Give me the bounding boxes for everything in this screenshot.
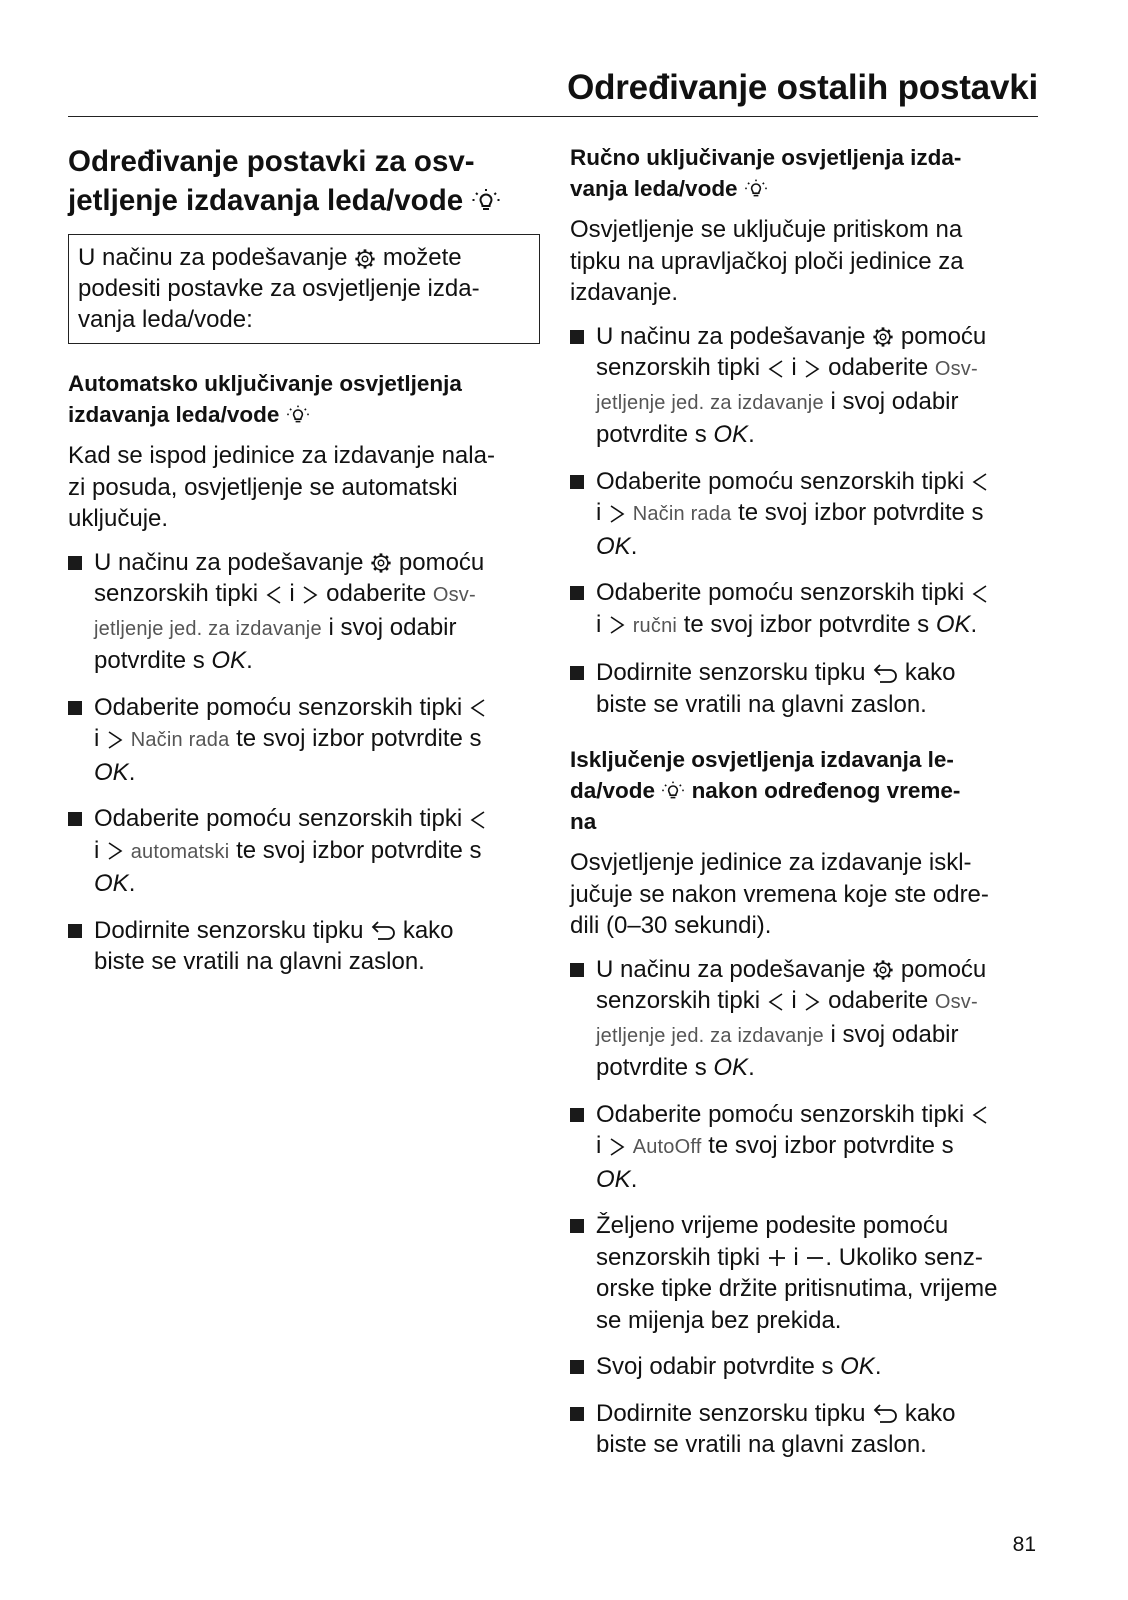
step-text: pomoću	[398, 548, 485, 576]
list-item	[570, 1099, 1042, 1196]
step-text: i	[791, 987, 797, 1014]
subsection-title	[570, 744, 1042, 837]
ok-label: OK	[94, 870, 129, 897]
intro-text: U načinu za podešavanje	[78, 244, 348, 271]
step-text: U načinu za podešavanje	[596, 955, 866, 983]
subsection-title-line2: da/vode	[570, 778, 656, 803]
bullet-square	[570, 330, 584, 344]
ok-label: OK	[713, 421, 749, 448]
step-text: odaberite	[828, 987, 929, 1014]
chevron-right-icon	[608, 614, 626, 636]
subsection-title-line1: Isključenje osvjetljenja izdavanja le-	[570, 747, 954, 772]
chevron-right-icon	[608, 503, 626, 525]
step-text: kako	[904, 1399, 956, 1427]
display-text: Osv-	[934, 358, 978, 380]
display-text: ručni	[632, 614, 678, 637]
step-text: i	[596, 499, 602, 526]
list-item	[570, 657, 1042, 720]
list-item	[570, 1351, 1042, 1383]
page-title: Određivanje ostalih postavki	[567, 68, 1038, 107]
paragraph	[68, 440, 540, 535]
step-text: U načinu za podešavanje	[596, 322, 866, 350]
bullet-square	[570, 1108, 584, 1122]
step-text: . Ukoliko senz-	[825, 1243, 983, 1271]
step-text: biste se vratili na glavni zaslon.	[94, 948, 425, 975]
list-item	[68, 803, 540, 900]
ok-label: OK	[211, 647, 247, 674]
step-text: .	[128, 758, 136, 786]
chevron-left-icon	[971, 1104, 989, 1126]
chevron-left-icon	[265, 584, 283, 606]
step-text: i	[94, 836, 100, 864]
chevron-left-icon	[469, 697, 487, 719]
step-text: Odaberite pomoću senzorskih tipki	[596, 1100, 965, 1128]
step-text: te svoj izbor potvrdite s	[738, 499, 984, 526]
section-title	[68, 142, 540, 220]
step-text: .	[874, 1353, 882, 1380]
step-text: i	[791, 354, 797, 381]
step-text: senzorskih tipki	[94, 580, 259, 607]
display-text: automatski	[130, 840, 230, 863]
list-item	[570, 1210, 1042, 1336]
step-text: te svoj izbor potvrdite s	[708, 1132, 954, 1159]
plus-icon	[767, 1248, 787, 1268]
paragraph-line: Osvjetljenje se uključuje pritiskom na	[570, 216, 963, 243]
step-text: biste se vratili na glavni zaslon.	[596, 690, 927, 718]
left-column	[68, 142, 540, 993]
list-item	[68, 692, 540, 789]
ok-label: OK	[840, 1353, 875, 1380]
chevron-right-icon	[608, 1136, 626, 1158]
step-text: se mijenja bez prekida.	[596, 1306, 842, 1334]
step-text: biste se vratili na glavni zaslon.	[596, 1431, 927, 1458]
light-icon	[744, 178, 768, 202]
list-item	[570, 954, 1042, 1084]
paragraph-line: izdavanje.	[570, 279, 679, 306]
subsection-title-line2: nakon određenog vreme-	[691, 778, 961, 803]
bullet-square	[570, 963, 584, 977]
intro-box	[68, 234, 540, 344]
step-text: kako	[904, 659, 956, 686]
chevron-right-icon	[803, 991, 821, 1013]
bullet-square	[570, 475, 584, 489]
step-text: U načinu za podešavanje	[94, 548, 364, 576]
display-text: jetljenje jed. za izdavanje	[94, 617, 322, 640]
paragraph-line: tipku na upravljačkoj ploči jedinice za	[570, 247, 964, 275]
ok-label: OK	[94, 758, 129, 786]
step-text: orske tipke držite pritisnutima, vrijeme	[596, 1275, 998, 1302]
subsection-title-line1: Automatsko uključivanje osvjetljenja	[68, 371, 462, 396]
step-text: .	[748, 421, 755, 448]
light-icon	[286, 404, 310, 428]
step-text: pomoću	[900, 322, 987, 350]
back-arrow-icon	[872, 1404, 898, 1424]
step-text: Željeno vrijeme podesite pomoću	[596, 1212, 949, 1239]
display-text: Način rada	[632, 503, 732, 525]
page-number: 81	[1012, 1533, 1036, 1556]
step-text: .	[128, 870, 136, 897]
paragraph	[570, 214, 1042, 309]
steps-list	[68, 547, 540, 978]
list-item	[68, 547, 540, 677]
step-text: te svoj izbor potvrdite s	[683, 610, 930, 638]
list-item	[570, 466, 1042, 563]
chevron-right-icon	[106, 729, 124, 751]
bullet-square	[570, 666, 584, 680]
chevron-right-icon	[301, 584, 319, 606]
step-text: i	[596, 610, 602, 638]
step-text: Dodirnite senzorsku tipku	[596, 1399, 866, 1427]
step-text: odaberite	[326, 580, 427, 607]
step-text: potvrdite s	[596, 421, 707, 448]
subsection-title-line1: Ručno uključivanje osvjetljenja izda-	[570, 145, 962, 170]
step-text: Odaberite pomoću senzorskih tipki	[94, 693, 463, 721]
chevron-left-icon	[767, 991, 785, 1013]
chevron-right-icon	[106, 840, 124, 862]
step-text: senzorskih tipki	[596, 1243, 761, 1271]
step-text: .	[246, 647, 253, 674]
settings-icon	[370, 552, 392, 574]
bullet-square	[570, 1360, 584, 1374]
step-text: odaberite	[828, 354, 929, 381]
minus-icon	[805, 1248, 825, 1268]
intro-text: podesiti postavke za osvjetljenje izda-	[78, 275, 480, 302]
light-icon	[471, 187, 501, 217]
chevron-left-icon	[767, 358, 785, 380]
steps-list	[570, 321, 1042, 721]
bullet-square	[570, 1219, 584, 1233]
subsection-title	[68, 368, 540, 430]
bullet-square	[68, 556, 82, 570]
back-arrow-icon	[370, 921, 396, 941]
step-text: i svoj odabir	[328, 613, 457, 641]
ok-label: OK	[596, 532, 631, 560]
step-text: kako	[402, 916, 454, 944]
step-text: Odaberite pomoću senzorskih tipki	[596, 579, 965, 606]
step-text: i svoj odabir	[830, 1020, 959, 1048]
right-column	[570, 142, 1042, 1476]
subsection-title-line2: izdavanja leda/vode	[68, 402, 280, 427]
step-text: potvrdite s	[94, 647, 205, 674]
step-text: .	[970, 610, 978, 638]
intro-text: možete	[382, 244, 462, 271]
step-text: i svoj odabir	[830, 387, 959, 415]
step-text: i	[793, 1243, 799, 1271]
settings-icon	[872, 326, 894, 348]
step-text: Dodirnite senzorsku tipku	[94, 916, 364, 944]
bullet-square	[570, 586, 584, 600]
chevron-left-icon	[971, 583, 989, 605]
list-item	[570, 321, 1042, 451]
subsection-title	[570, 142, 1042, 204]
paragraph-line: uključuje.	[68, 505, 169, 532]
step-text: .	[748, 1054, 755, 1081]
display-text: Način rada	[130, 729, 230, 751]
page-header	[68, 64, 1038, 117]
step-text: .	[630, 1165, 638, 1193]
display-text: Osv-	[432, 584, 476, 606]
bullet-square	[570, 1407, 584, 1421]
subsection-title-line2: vanja leda/vode	[570, 176, 738, 201]
chevron-left-icon	[469, 809, 487, 831]
step-text: Dodirnite senzorsku tipku	[596, 659, 866, 686]
light-icon	[661, 780, 685, 804]
chevron-left-icon	[971, 471, 989, 493]
display-text: AutoOff	[632, 1136, 702, 1158]
paragraph-line: Kad se ispod jedinice za izdavanje nala-	[68, 442, 495, 469]
steps-list	[570, 954, 1042, 1461]
step-text: pomoću	[900, 955, 987, 983]
subsection-title-line3: na	[570, 809, 597, 834]
step-text: Odaberite pomoću senzorskih tipki	[94, 805, 463, 832]
settings-icon	[354, 248, 376, 270]
section-title-line2: jetljenje izdavanja leda/vode	[68, 184, 464, 217]
step-text: i	[94, 725, 100, 752]
intro-text: vanja leda/vode:	[78, 306, 253, 333]
list-item	[570, 1398, 1042, 1461]
chevron-right-icon	[803, 358, 821, 380]
step-text: te svoj izbor potvrdite s	[236, 836, 482, 864]
step-text: i	[289, 580, 295, 607]
bullet-square	[68, 812, 82, 826]
step-text: i	[596, 1132, 602, 1159]
display-text: jetljenje jed. za izdavanje	[596, 1024, 824, 1047]
back-arrow-icon	[872, 664, 898, 684]
paragraph	[570, 847, 1042, 942]
step-text: Svoj odabir potvrdite s	[596, 1353, 834, 1380]
section-title-line1: Određivanje postavki za osv-	[68, 145, 475, 178]
step-text: .	[630, 532, 638, 560]
list-item	[570, 577, 1042, 642]
bullet-square	[68, 701, 82, 715]
ok-label: OK	[596, 1165, 631, 1193]
step-text: potvrdite s	[596, 1054, 707, 1081]
step-text: te svoj izbor potvrdite s	[236, 725, 482, 752]
paragraph-line: zi posuda, osvjetljenje se automatski	[68, 473, 458, 501]
step-text: senzorskih tipki	[596, 987, 761, 1014]
paragraph-line: Osvjetljenje jedinice za izdavanje iskl-	[570, 849, 972, 876]
paragraph-line: dili (0–30 sekundi).	[570, 912, 772, 939]
step-text: senzorskih tipki	[596, 354, 761, 381]
settings-icon	[872, 959, 894, 981]
step-text: Odaberite pomoću senzorskih tipki	[596, 467, 965, 495]
paragraph-line: jučuje se nakon vremena koje ste odre-	[570, 880, 989, 908]
bullet-square	[68, 924, 82, 938]
list-item	[68, 915, 540, 978]
display-text: Osv-	[934, 991, 978, 1013]
display-text: jetljenje jed. za izdavanje	[596, 391, 824, 414]
ok-label: OK	[713, 1054, 749, 1081]
ok-label: OK	[935, 610, 971, 638]
